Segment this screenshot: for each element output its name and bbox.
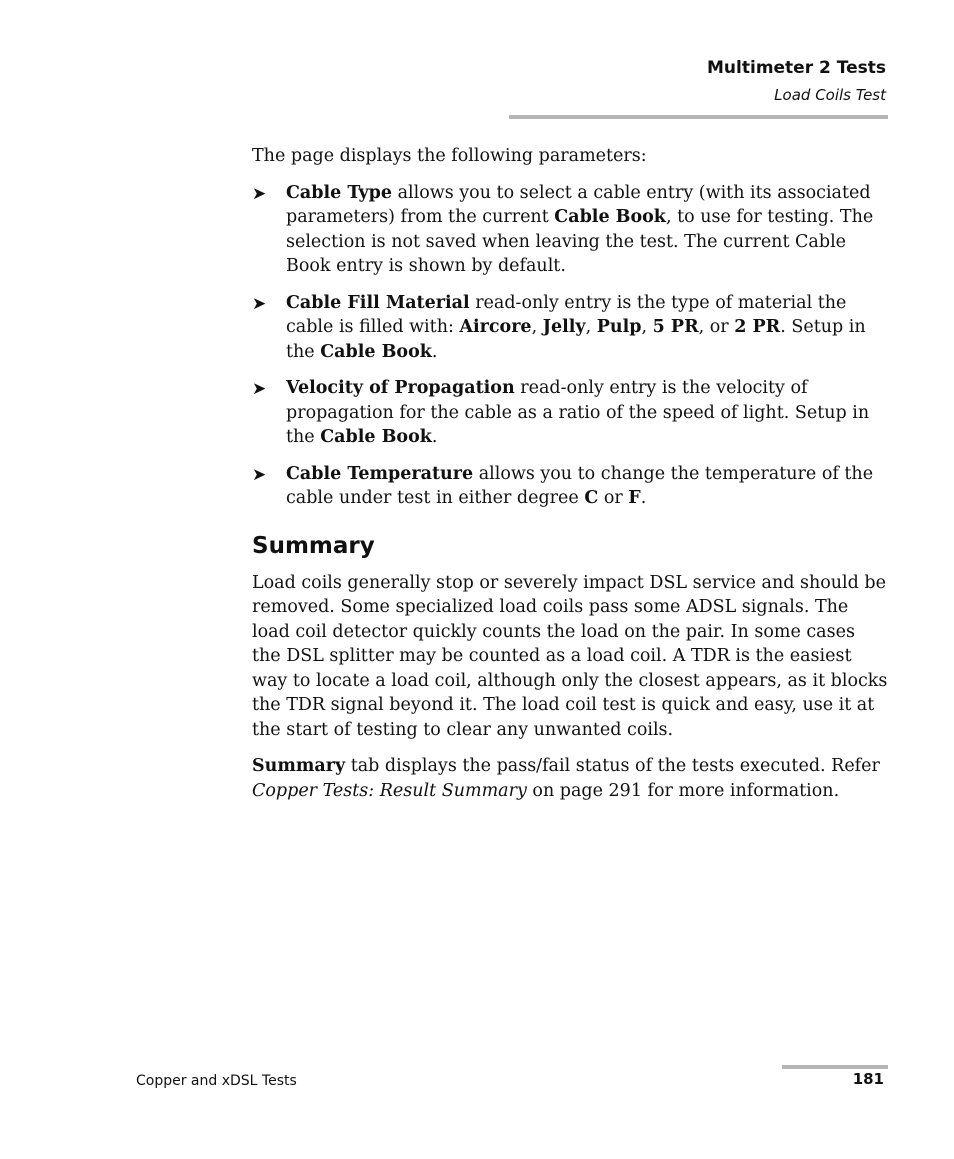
page-header	[707, 56, 886, 106]
arrow-bullet-icon: ➤	[252, 379, 267, 399]
list-item-cable-fill-material: ➤ Cable Fill Material read-only entry is the type of material the cable is filled with: Aircore, Jelly, Pulp, 5 PR, or 2 PR. Setup in the Cable Book.	[252, 292, 866, 362]
summary-heading: Summary	[252, 532, 375, 559]
list-item-velocity-of-propagation: ➤ Velocity of Propagation read-only entry is the velocity of propagation for the cable as a ratio of the speed of light. Setup in the Cable Book.	[252, 378, 870, 447]
summary-tab-paragraph: Summary tab displays the pass/fail status of the tests executed. Refer Copper Tests: Result Summary on page 291 for more information.	[252, 756, 880, 801]
arrow-bullet-icon: ➤	[252, 183, 267, 204]
section-subtitle: Load Coils Test	[774, 86, 886, 104]
parameter-list	[252, 181, 888, 511]
arrow-bullet-icon: ➤	[252, 464, 267, 485]
term-cable-type: Cable Type	[286, 182, 393, 203]
term-cable-fill-material: Cable Fill Material	[286, 292, 470, 313]
term-velocity-of-propagation: Velocity of Propagation	[286, 378, 515, 398]
footer-section-title: Copper and xDSL Tests	[136, 1073, 297, 1089]
cross-reference-link[interactable]: Copper Tests: Result Summary	[252, 780, 527, 801]
summary-paragraph: Load coils generally stop or severely impact DSL service and should be removed. Some specialized load coils pass some ADSL signals. The load coil detector quickly counts the load on the pair. In some cases the DSL splitter may be counted as a load coil. A TDR is the easiest way to locate a load coil, although only the closest appears, as it blocks the TDR signal beyond it. The load coil test is quick and easy, use it at the start of testing to clear any unwanted coils.	[252, 572, 888, 740]
chapter-title: Multimeter 2 Tests	[707, 58, 886, 78]
list-item-cable-type: ➤ Cable Type allows you to select a cable entry (with its associated parameters) from the current Cable Book, to use for testing. The selection is not saved when leaving the test. The current Cable Book entry is shown by default.	[252, 182, 874, 276]
header-divider	[509, 115, 888, 119]
term-cable-temperature: Cable Temperature	[286, 463, 474, 484]
list-item-cable-temperature: ➤ Cable Temperature allows you to change the temperature of the cable under test in either degree C or F.	[252, 463, 874, 508]
summary-tab-term: Summary	[252, 756, 346, 776]
intro-paragraph: The page displays the following parameters:	[252, 146, 647, 166]
page-content	[252, 144, 888, 815]
arrow-bullet-icon: ➤	[252, 293, 267, 314]
page-number: 181	[852, 1070, 884, 1088]
